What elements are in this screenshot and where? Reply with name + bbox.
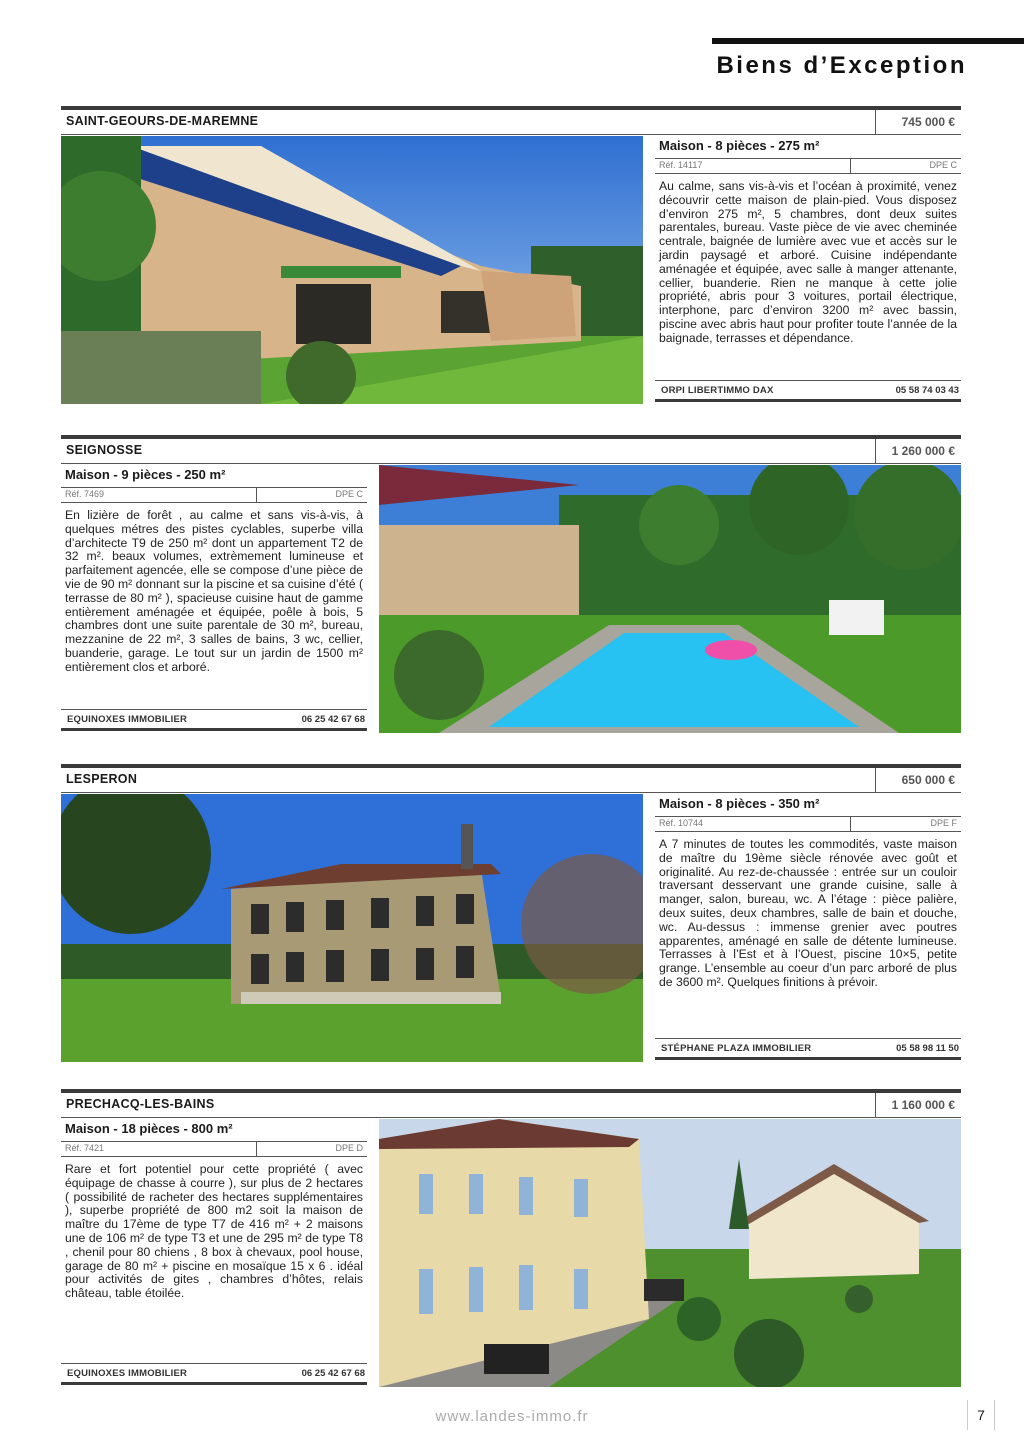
listing-title: Maison - 8 pièces - 275 m² [655,136,961,159]
meta-divider [850,159,851,173]
listing-header [61,764,961,793]
agency-phone[interactable]: 05 58 98 11 50 [896,1043,959,1054]
meta-divider [256,1142,257,1156]
listing-title: Maison - 8 pièces - 350 m² [655,794,961,817]
agency-name[interactable]: STÉPHANE PLAZA IMMOBILIER [661,1043,812,1054]
listing-title: Maison - 18 pièces - 800 m² [61,1119,367,1142]
listing-header [61,1089,961,1118]
listing-description: En lizière de forêt , au calme et sans vis-à-vis, à quelques métres des pistes cyclables, superbe villa d’architecte T9 de 250 m² dont un appartement T2 de 32 m². beaux volumes, extrèmement lumineuse et parfaitement agencée, elle se compose d’une pièce de vie de 90 m² donnant sur la piscine et sa cuisine d’été ( terrasse de 80 m² ), spacieuse cuisine haut de gamme entièrement aménagée et équipée, poêle à bois, 5 chambres dont une suite parentale de 30 m², bureau, mezzanine de 22 m², 3 salles de bains, 3 wc, cellier, buanderie, garage. Le tout sur un jardin de 1500 m² entièrement clos et arboré. [65,508,363,674]
listing-price: 650 000 € [875,768,961,792]
listing-info [655,794,961,990]
listing-contact [655,380,961,402]
agency-name[interactable]: ORPI LIBERTIMMO DAX [661,385,774,396]
listing-prechacq [61,1089,961,1389]
listing-meta [61,488,367,503]
meta-divider [850,817,851,831]
website-url[interactable]: www.landes-immo.fr [435,1408,589,1425]
listing-seignosse [61,435,961,735]
listing-lesperon [61,764,961,1064]
listing-description: Au calme, sans vis-à-vis et l’océan à proximité, venez découvrir cette maison de plain-pied. Vous disposez d’environ 275 m², 5 chambres, dont deux suites parentales, bureau. Vaste pièce de vie avec cheminée centrale, baignée de lumière avec vue et accès sur le jardin paysagé et arboré. Cuisine indépendante aménagée et équipée, avec salle à manger attenante, cellier, buanderie. Rien ne manque à cette jolie propriété, abris pour 3 voitures, portail électrique, interphone, parc d’environ 3200 m² avec bassin, piscine avec abris haut pour profiter toute l’année de la baignade, terrasses et dépendance. [659,179,957,345]
listing-ref: Réf. 10744 [659,818,704,828]
listing-dpe: DPE C [929,160,957,170]
listing-dpe: DPE D [335,1143,363,1153]
listing-description: Rare et fort potentiel pour cette propriété ( avec équipage de chasse à courre ), sur plus de 2 hectares ( possibilité de racheter des hectares supplémentaires ), superbe propriété de 800 m2 soit la maison de maître du 17ème de type T7 de 416 m² + 2 maisons une de 106 m² de type T3 et une de 295 m² de type T8 , chenil pour 80 chiens , 8 box à chevaux, pool house, garage de 80 m² + piscine en mosaïque 15 x 6 . idéal pour activités de gites , chambres d’hôtes, relais château, table étoilée. [65,1162,363,1301]
listing-contact [61,1363,367,1385]
agency-phone[interactable]: 06 25 42 67 68 [301,1368,365,1379]
listing-city: PRECHACQ-LES-BAINS [66,1097,215,1111]
listing-dpe: DPE F [930,818,957,828]
listing-ref: Réf. 7469 [65,489,105,499]
listing-contact [61,709,367,731]
property-photo [61,136,643,404]
listing-title: Maison - 9 pièces - 250 m² [61,465,367,488]
listing-info [655,136,961,346]
agency-name[interactable]: EQUINOXES IMMOBILIER [67,714,188,725]
property-photo [61,794,643,1062]
property-photo [379,1119,961,1387]
listing-meta [655,159,961,174]
listing-dpe: DPE C [335,489,363,499]
listing-price: 1 260 000 € [875,439,961,463]
listing-header [61,106,961,135]
listing-city: SAINT-GEOURS-DE-MAREMNE [66,114,259,128]
listing-city: LESPERON [66,772,138,786]
listing-price: 1 160 000 € [875,1093,961,1117]
page-number: 7 [967,1400,995,1430]
agency-name[interactable]: EQUINOXES IMMOBILIER [67,1368,188,1379]
listing-contact [655,1038,961,1060]
property-photo [379,465,961,733]
listing-ref: Réf. 14117 [659,160,703,170]
listing-meta [61,1142,367,1157]
listing-header [61,435,961,464]
listing-description: A 7 minutes de toutes les commodités, vaste maison de maître du 19ème siècle rénovée avec goût et originalité. Au rez-de-chaussée : entrée sur un couloir traversant desservant une grande cuisine, salle à manger, salon, bureau, wc. A l’étage : pièce palière, deux suites, deux chambres, salle de bain et douche, wc. Au-dessus : immense grenier avec poutres apparentes, aménagé en salle de détente lumineuse. Terrasses à l’Est et à l’Ouest, piscine 10×5, petite grange. L’ensemble au coeur d’un parc arboré de plus de 3600 m². Quelques finitions à prévoir. [659,837,957,989]
meta-divider [256,488,257,502]
listing-ref: Réf. 7421 [65,1143,105,1153]
listing-info [61,1119,367,1301]
page-title: Biens d’Exception [716,52,967,79]
listing-saint-geours [61,106,961,406]
listing-price: 745 000 € [875,110,961,134]
agency-phone[interactable]: 05 58 74 03 43 [895,385,959,396]
agency-phone[interactable]: 06 25 42 67 68 [301,714,365,725]
listing-city: SEIGNOSSE [66,443,143,457]
listing-meta [655,817,961,832]
listing-info [61,465,367,675]
top-accent-bar [712,38,1024,44]
